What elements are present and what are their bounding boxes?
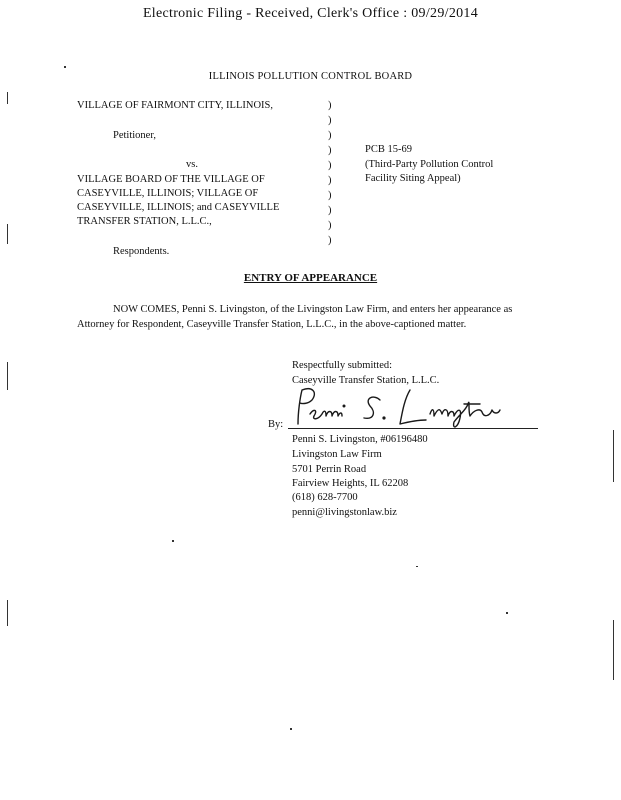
scan-mark [7, 92, 8, 104]
phone-number: (618) 628-7700 [292, 492, 358, 503]
respondent-label: Respondents. [113, 246, 170, 257]
caption-paren: ) [328, 205, 332, 216]
caption-paren: ) [328, 190, 332, 201]
scan-mark [7, 362, 8, 390]
handwritten-signature [284, 384, 524, 432]
caption-paren: ) [328, 235, 332, 246]
body-text: NOW COMES, Penni S. Livingston, of the Livingston Law Firm, and enters her appearance as Attorney for Respondent, Caseyville Transfer Station, L.L.C., in the above-captioned matter. [77, 304, 513, 330]
case-number: PCB 15-69 [365, 144, 412, 155]
firm-name: Livingston Law Firm [292, 449, 382, 460]
caption-paren-column [328, 98, 336, 248]
address-line-1: 5701 Perrin Road [292, 464, 367, 475]
scan-speck [416, 566, 418, 567]
petitioner-name: VILLAGE OF FAIRMONT CITY, ILLINOIS, [77, 100, 273, 111]
closing-line: Respectfully submitted: [292, 360, 393, 371]
attorney-name: Penni S. Livingston, #06196480 [292, 434, 428, 445]
board-title: ILLINOIS POLLUTION CONTROL BOARD [208, 71, 413, 82]
petitioner-label: Petitioner, [113, 130, 157, 141]
versus-label: vs. [186, 159, 198, 170]
respondent-name-line: CASEYVILLE, ILLINOIS; VILLAGE OF [77, 188, 259, 199]
body-paragraph [77, 302, 547, 332]
scan-speck [172, 540, 174, 542]
respondent-name-line: CASEYVILLE, ILLINOIS; and CASEYVILLE [77, 202, 280, 213]
party-name: Caseyville Transfer Station, L.L.C. [292, 375, 440, 386]
caption-paren: ) [328, 175, 332, 186]
respondent-name-line: VILLAGE BOARD OF THE VILLAGE OF [77, 174, 265, 185]
case-type-line: Facility Siting Appeal) [365, 173, 461, 184]
email-address: penni@livingstonlaw.biz [292, 507, 397, 518]
case-type-line: (Third-Party Pollution Control [365, 159, 494, 170]
caption-paren: ) [328, 115, 332, 126]
scan-speck [506, 612, 508, 614]
address-line-2: Fairview Heights, IL 62208 [292, 478, 409, 489]
respondent-name-line: TRANSFER STATION, L.L.C., [77, 216, 212, 227]
caption-paren: ) [328, 145, 332, 156]
caption-paren: ) [328, 160, 332, 171]
caption-paren: ) [328, 100, 332, 111]
by-label: By: [268, 419, 284, 430]
scan-mark [7, 600, 8, 626]
caption-paren: ) [328, 220, 332, 231]
caption-paren: ) [328, 130, 332, 141]
scan-mark [613, 620, 614, 680]
signature-line [288, 428, 538, 429]
scan-speck [290, 728, 292, 730]
document-title: ENTRY OF APPEARANCE [243, 272, 378, 284]
scan-mark [7, 224, 8, 244]
scan-speck [64, 66, 66, 68]
scan-mark [613, 430, 614, 482]
filing-stamp-header: Electronic Filing - Received, Clerk's Office : 09/29/2014 [142, 6, 479, 21]
